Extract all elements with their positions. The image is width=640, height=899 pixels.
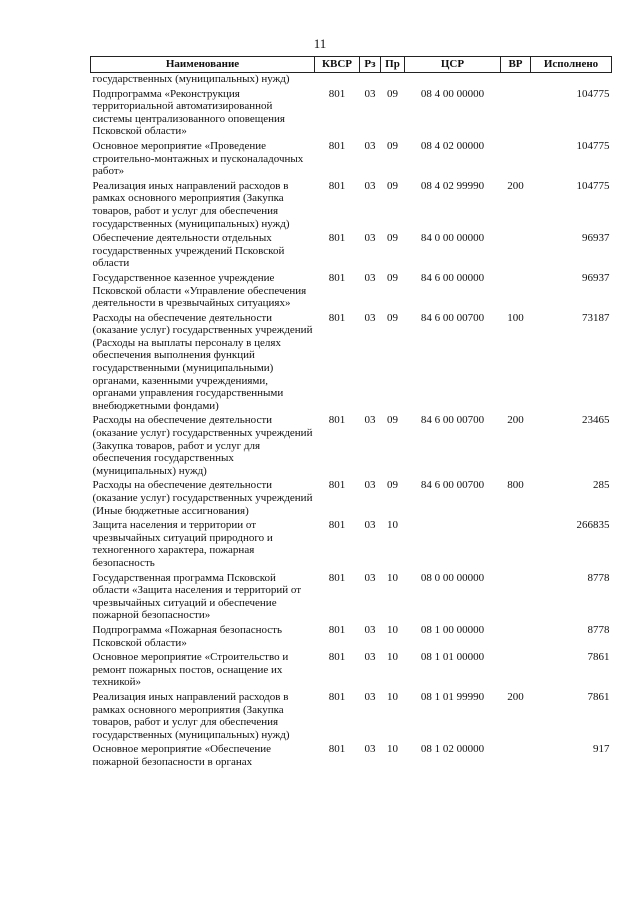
table-body — [91, 73, 612, 771]
cell-csr: 08 1 01 99990 — [420, 690, 485, 703]
cell-name: Обеспечение деятельности отдельных государственных учреждений Псковской области — [92, 232, 285, 270]
cell-rz: 03 — [364, 232, 376, 245]
cell-kvsr: 801 — [328, 179, 346, 192]
cell-rz: 03 — [364, 743, 376, 756]
cell-rz — [360, 73, 381, 88]
table-row — [91, 691, 612, 743]
cell-csr: 84 6 00 00000 — [420, 271, 485, 284]
cell-name: Расходы на обеспечение деятельности (оказание услуг) государственных учреждений (Закупка товаров, работ и услуг для обеспечения государственных (муниципальных) нужд) — [92, 414, 313, 477]
cell-rz: 03 — [364, 479, 376, 492]
cell-name: Основное мероприятие «Проведение строительно-монтажных и пусконаладочных работ» — [92, 139, 304, 178]
cell-name: Реализация иных направлений расходов в рамках основного мероприятия (Закупка товаров, работ и услуг для обеспечения государственных (муниципальных) нужд) — [92, 179, 290, 230]
cell-vr — [501, 232, 531, 272]
cell-csr: 08 4 02 99990 — [420, 179, 485, 192]
header-kvsr: КВСР — [315, 57, 360, 73]
cell-kvsr: 801 — [328, 743, 346, 756]
cell-vr: 200 — [507, 414, 524, 427]
cell-kvsr: 801 — [328, 139, 346, 152]
cell-kvsr: 801 — [328, 414, 346, 427]
cell-pr: 09 — [387, 479, 398, 492]
cell-rz: 03 — [364, 87, 376, 100]
cell-name: Расходы на обеспечение деятельности (оказание услуг) государственных учреждений (Иные бюджетные ассигнования) — [92, 479, 313, 517]
cell-kvsr: 801 — [328, 623, 346, 636]
cell-executed — [531, 73, 612, 88]
cell-kvsr: 801 — [328, 271, 346, 284]
cell-rz: 03 — [364, 414, 376, 427]
table-row — [91, 519, 612, 571]
cell-csr — [405, 73, 501, 88]
cell-executed: 104775 — [576, 139, 610, 152]
table-row — [91, 232, 612, 272]
table-header-row — [91, 57, 612, 73]
cell-rz: 03 — [364, 623, 376, 636]
cell-executed: 8778 — [587, 571, 610, 584]
table-row — [91, 743, 612, 770]
cell-vr — [501, 743, 531, 770]
cell-vr: 200 — [507, 690, 524, 703]
cell-vr — [501, 519, 531, 571]
cell-kvsr: 801 — [328, 87, 346, 100]
cell-csr: 08 1 01 00000 — [420, 651, 485, 664]
cell-pr — [381, 73, 405, 88]
table-row — [91, 479, 612, 519]
cell-executed: 285 — [593, 479, 610, 492]
cell-pr: 10 — [387, 623, 398, 636]
cell-csr: 08 1 00 00000 — [420, 623, 485, 636]
cell-pr: 09 — [387, 87, 398, 100]
cell-executed: 96937 — [582, 271, 610, 284]
cell-csr — [405, 519, 501, 571]
cell-rz: 03 — [364, 519, 376, 532]
cell-executed: 23465 — [582, 414, 610, 427]
cell-pr: 10 — [387, 651, 398, 664]
header-vr: ВР — [501, 57, 531, 73]
cell-name: Подпрограмма «Реконструкция территориальной автоматизированной системы централизованного оповещения Псковской области» — [92, 87, 285, 138]
table-row — [91, 572, 612, 624]
cell-executed: 7861 — [587, 651, 610, 664]
cell-csr: 84 6 00 00700 — [420, 479, 485, 492]
table-row — [91, 73, 612, 88]
table-row — [91, 312, 612, 415]
cell-pr: 10 — [387, 571, 398, 584]
cell-pr: 09 — [387, 179, 398, 192]
header-name: Наименование — [91, 57, 315, 73]
cell-pr: 10 — [387, 690, 398, 703]
table-row — [91, 414, 612, 479]
cell-rz: 03 — [364, 271, 376, 284]
cell-rz: 03 — [364, 311, 376, 324]
cell-executed: 8778 — [587, 623, 610, 636]
cell-executed: 266835 — [576, 519, 610, 532]
cell-executed: 104775 — [576, 179, 610, 192]
cell-name: Государственное казенное учреждение Псковской области «Управление обеспечения деятельности в чрезвычайных ситуациях» — [92, 271, 307, 310]
cell-pr: 09 — [387, 271, 398, 284]
cell-kvsr: 801 — [328, 311, 346, 324]
cell-kvsr: 801 — [328, 571, 346, 584]
table-row — [91, 624, 612, 651]
cell-executed: 104775 — [576, 87, 610, 100]
cell-vr: 100 — [507, 311, 524, 324]
cell-vr — [501, 140, 531, 180]
cell-vr — [501, 272, 531, 312]
cell-csr: 84 6 00 00700 — [420, 414, 485, 427]
cell-rz: 03 — [364, 651, 376, 664]
cell-name: Основное мероприятие «Обеспечение пожарной безопасности в органах — [92, 743, 272, 768]
cell-kvsr: 801 — [328, 232, 346, 245]
cell-name: Расходы на обеспечение деятельности (оказание услуг) государственных учреждений (Расходы на выплаты персоналу в целях обеспечения выполнения функций государственными (муниципальными) органами, казенными учреждениями, органами управления государственными внебюджетными фондами) — [92, 311, 313, 412]
cell-name: Государственная программа Псковской области «Защита населения и территорий от чрезвычайных ситуаций и обеспечение пожарной безопасности» — [92, 571, 302, 622]
cell-vr: 200 — [507, 179, 524, 192]
cell-rz: 03 — [364, 571, 376, 584]
header-rz: Рз — [360, 57, 381, 73]
table-row — [91, 272, 612, 312]
cell-csr: 08 0 00 00000 — [420, 571, 485, 584]
budget-table — [90, 56, 612, 770]
table-row — [91, 88, 612, 140]
cell-pr: 10 — [387, 743, 398, 756]
cell-kvsr: 801 — [328, 651, 346, 664]
cell-kvsr: 801 — [328, 690, 346, 703]
cell-executed: 73187 — [582, 311, 610, 324]
cell-name: государственных (муниципальных) нужд) — [92, 73, 290, 85]
cell-vr — [501, 624, 531, 651]
page-number: 11 — [313, 36, 327, 51]
cell-executed: 917 — [593, 743, 610, 756]
table-row — [91, 140, 612, 180]
cell-vr — [501, 88, 531, 140]
cell-kvsr — [315, 73, 360, 88]
cell-name: Реализация иных направлений расходов в рамках основного мероприятия (Закупка товаров, работ и услуг для обеспечения государственных (муниципальных) нужд) — [92, 690, 290, 741]
cell-csr: 08 4 02 00000 — [420, 139, 485, 152]
cell-vr — [501, 651, 531, 691]
cell-pr: 09 — [387, 414, 398, 427]
cell-rz: 03 — [364, 690, 376, 703]
cell-rz: 03 — [364, 139, 376, 152]
cell-name: Подпрограмма «Пожарная безопасность Псковской области» — [92, 623, 282, 649]
cell-csr: 84 6 00 00700 — [420, 311, 485, 324]
cell-vr — [501, 572, 531, 624]
cell-name: Защита населения и территории от чрезвычайных ситуаций природного и техногенного характера, пожарная безопасность — [92, 519, 273, 569]
cell-pr: 09 — [387, 139, 398, 152]
header-csr: ЦСР — [405, 57, 501, 73]
cell-pr: 09 — [387, 232, 398, 245]
cell-csr: 08 4 00 00000 — [420, 87, 485, 100]
header-executed: Исполнено — [531, 57, 612, 73]
cell-vr — [501, 73, 531, 88]
cell-rz: 03 — [364, 179, 376, 192]
cell-kvsr: 801 — [328, 479, 346, 492]
cell-pr: 10 — [387, 519, 398, 532]
cell-executed: 96937 — [582, 232, 610, 245]
cell-csr: 84 0 00 00000 — [420, 232, 485, 245]
cell-csr: 08 1 02 00000 — [420, 743, 485, 756]
table-row — [91, 180, 612, 232]
cell-executed: 7861 — [587, 690, 610, 703]
cell-kvsr: 801 — [328, 519, 346, 532]
cell-name: Основное мероприятие «Строительство и ремонт пожарных постов, оснащение их техникой» — [92, 651, 289, 689]
cell-vr: 800 — [507, 479, 524, 492]
table-row — [91, 651, 612, 691]
header-pr: Пр — [381, 57, 405, 73]
cell-pr: 09 — [387, 311, 398, 324]
